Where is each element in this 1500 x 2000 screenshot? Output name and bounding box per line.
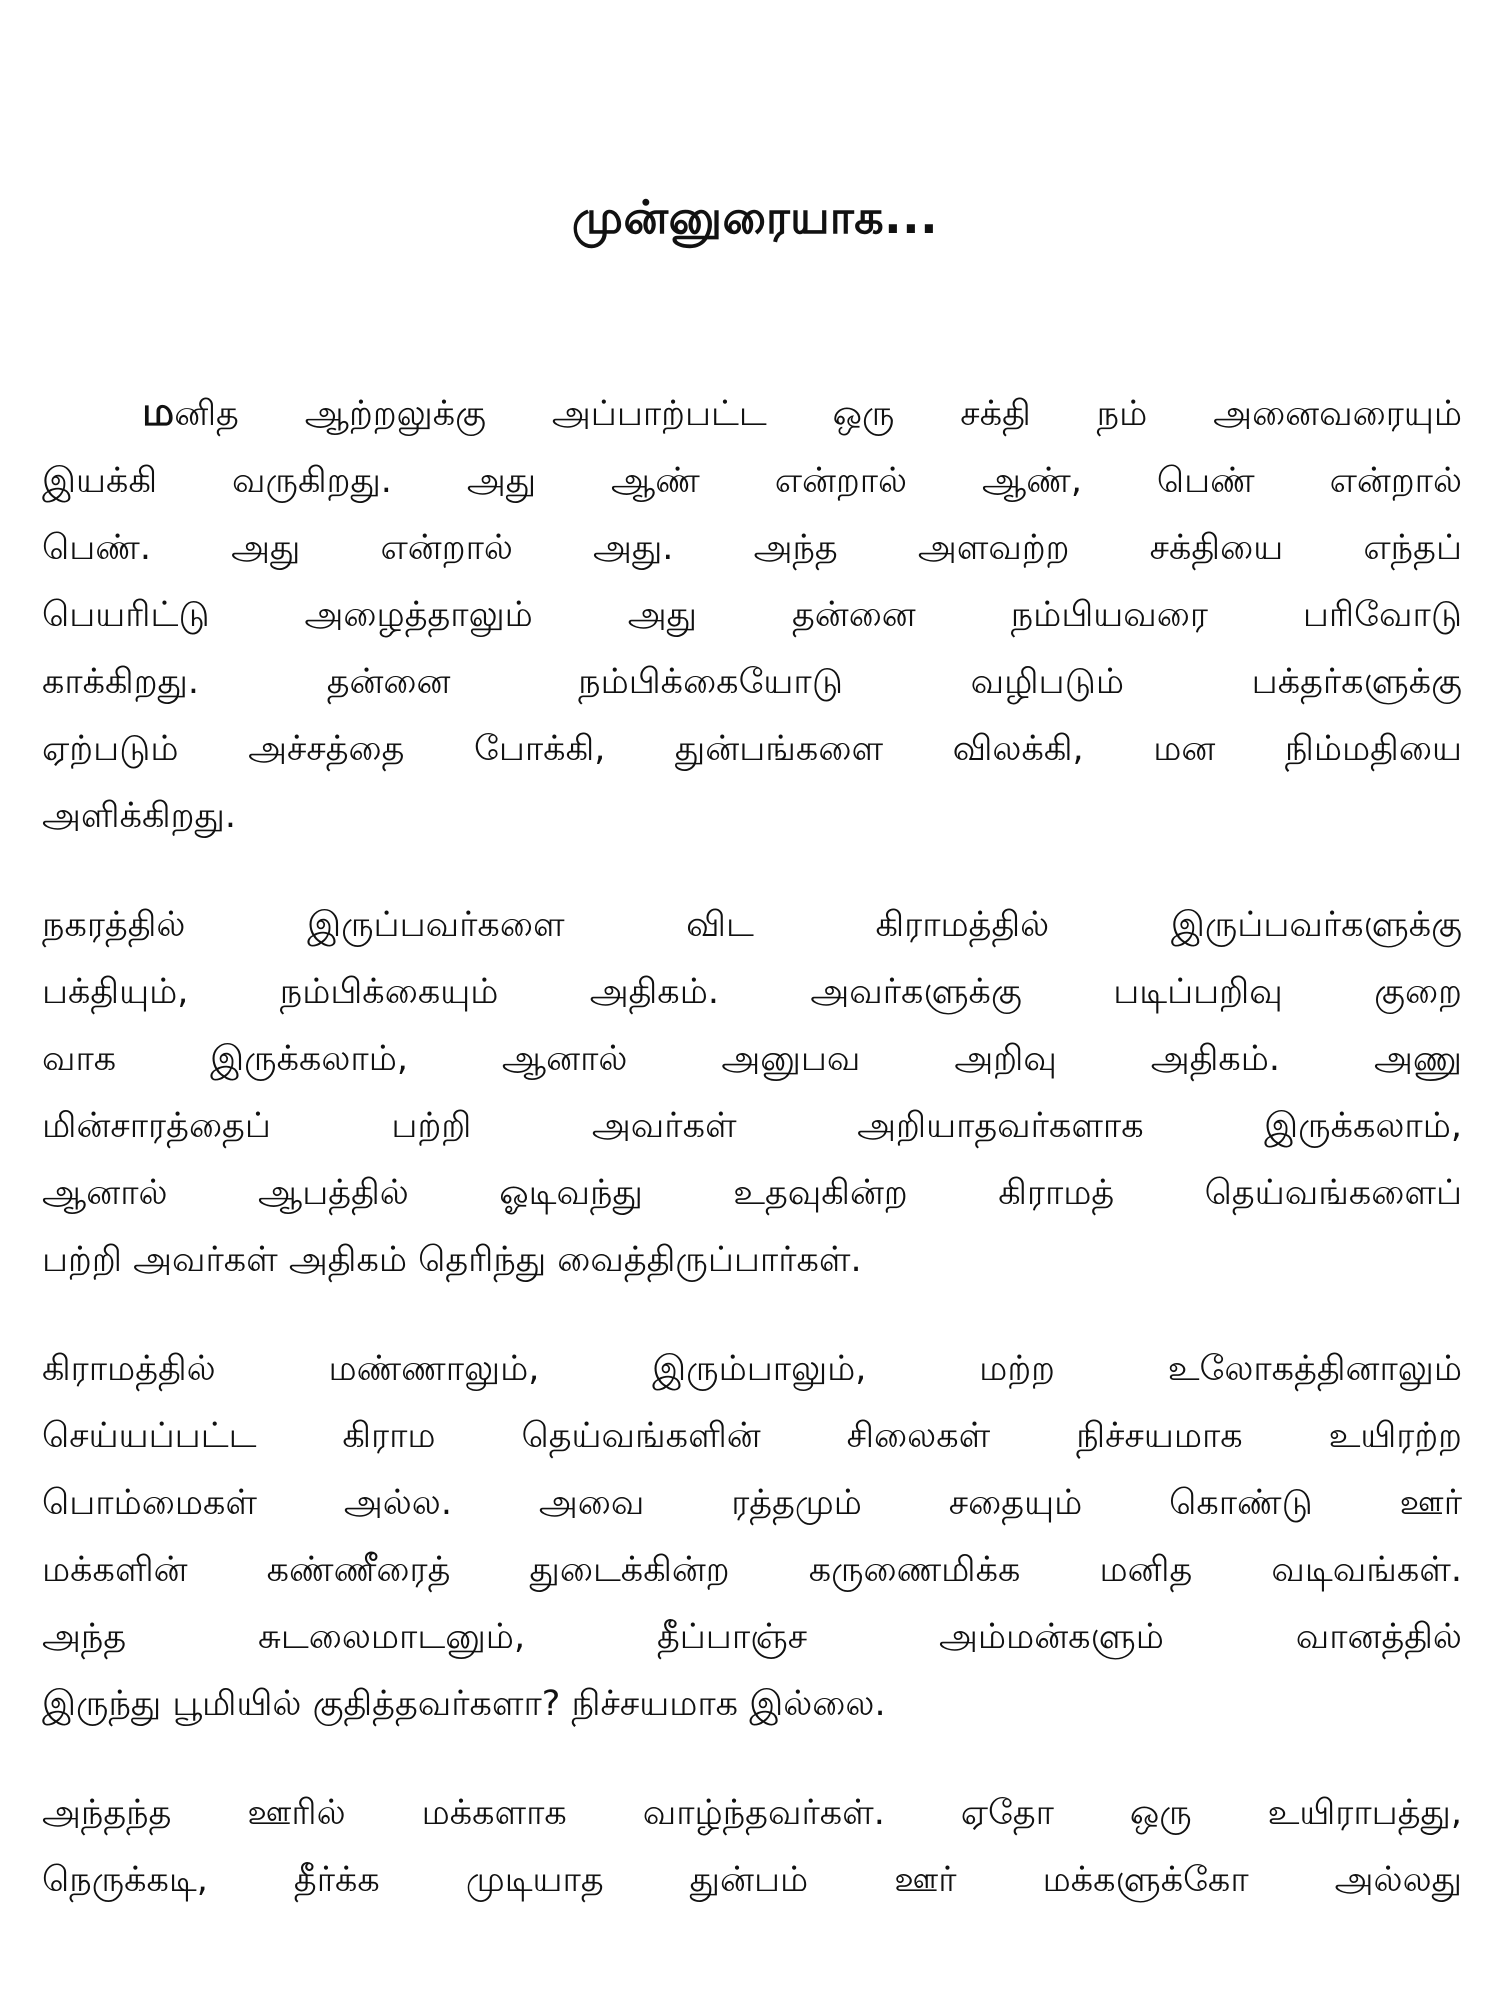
paragraph-line: நெருக்கடி, தீர்க்க முடியாத துன்பம் ஊர் மக்களுக்கோ அல்லது <box>42 1860 1462 1900</box>
paragraph-line: அந்தந்த ஊரில் மக்களாக வாழ்ந்தவர்கள். ஏதோ ஒரு உயிராபத்து, <box>42 1793 1462 1833</box>
paragraph-line: அளிக்கிறது. <box>42 796 236 836</box>
paragraph-line: இருந்து பூமியில் குதித்தவர்களா? நிச்சயமாக இல்லை. <box>42 1684 886 1724</box>
paragraph-2 <box>42 892 1468 1294</box>
paragraph-line: ஆனால் ஆபத்தில் ஓடிவந்து உதவுகின்ற கிராமத் தெய்வங்களைப் <box>42 1173 1462 1213</box>
paragraph-line: பொம்மைகள் அல்ல. அவை ரத்தமும் சதையும் கொண்டு ஊர் <box>42 1483 1462 1523</box>
drop-cap: ம <box>142 389 175 435</box>
paragraph-line: மின்சாரத்தைப் பற்றி அவர்கள் அறியாதவர்களாக இருக்கலாம், <box>42 1106 1462 1146</box>
paragraph-4 <box>42 1780 1468 1914</box>
paragraph-line: பக்தியும், நம்பிக்கையும் அதிகம். அவர்களுக்கு படிப்பறிவு குறை <box>42 972 1462 1012</box>
paragraph-line: செய்யப்பட்ட கிராம தெய்வங்களின் சிலைகள் நிச்சயமாக உயிரற்ற <box>42 1416 1462 1456</box>
paragraph-line: ஏற்படும் அச்சத்தை போக்கி, துன்பங்களை விலக்கி, மன நிம்மதியை <box>42 729 1462 769</box>
paragraph-line: நகரத்தில் இருப்பவர்களை விட கிராமத்தில் இருப்பவர்களுக்கு <box>42 905 1462 945</box>
paragraph-3 <box>42 1336 1468 1738</box>
paragraph-line: இயக்கி வருகிறது. அது ஆண் என்றால் ஆண், பெண் என்றால் <box>42 461 1462 501</box>
paragraph-line: மக்களின் கண்ணீரைத் துடைக்கின்ற கருணைமிக்க மனித வடிவங்கள். <box>42 1550 1462 1590</box>
paragraph-line: பற்றி அவர்கள் அதிகம் தெரிந்து வைத்திருப்பார்கள். <box>42 1240 862 1280</box>
paragraph-line: வாக இருக்கலாம், ஆனால் அனுபவ அறிவு அதிகம். அணு <box>42 1039 1462 1079</box>
paragraph-line: மனித ஆற்றலுக்கு அப்பாற்பட்ட ஒரு சக்தி நம் அனைவரையும் <box>142 389 1462 435</box>
paragraph-line: அந்த சுடலைமாடனும், தீப்பாஞ்ச அம்மன்களும் வானத்தில் <box>42 1617 1462 1657</box>
paragraph-1 <box>42 379 1468 850</box>
paragraph-line: கிராமத்தில் மண்ணாலும், இரும்பாலும், மற்ற உலோகத்தினாலும் <box>42 1349 1462 1389</box>
paragraph-line: காக்கிறது. தன்னை நம்பிக்கையோடு வழிபடும் பக்தர்களுக்கு <box>42 662 1462 702</box>
paragraph-line: பெண். அது என்றால் அது. அந்த அளவற்ற சக்தியை எந்தப் <box>42 528 1462 568</box>
page-title: முன்னுரையாக... <box>571 190 939 244</box>
paragraph-line: பெயரிட்டு அழைத்தாலும் அது தன்னை நம்பியவரை பரிவோடு <box>42 595 1462 635</box>
